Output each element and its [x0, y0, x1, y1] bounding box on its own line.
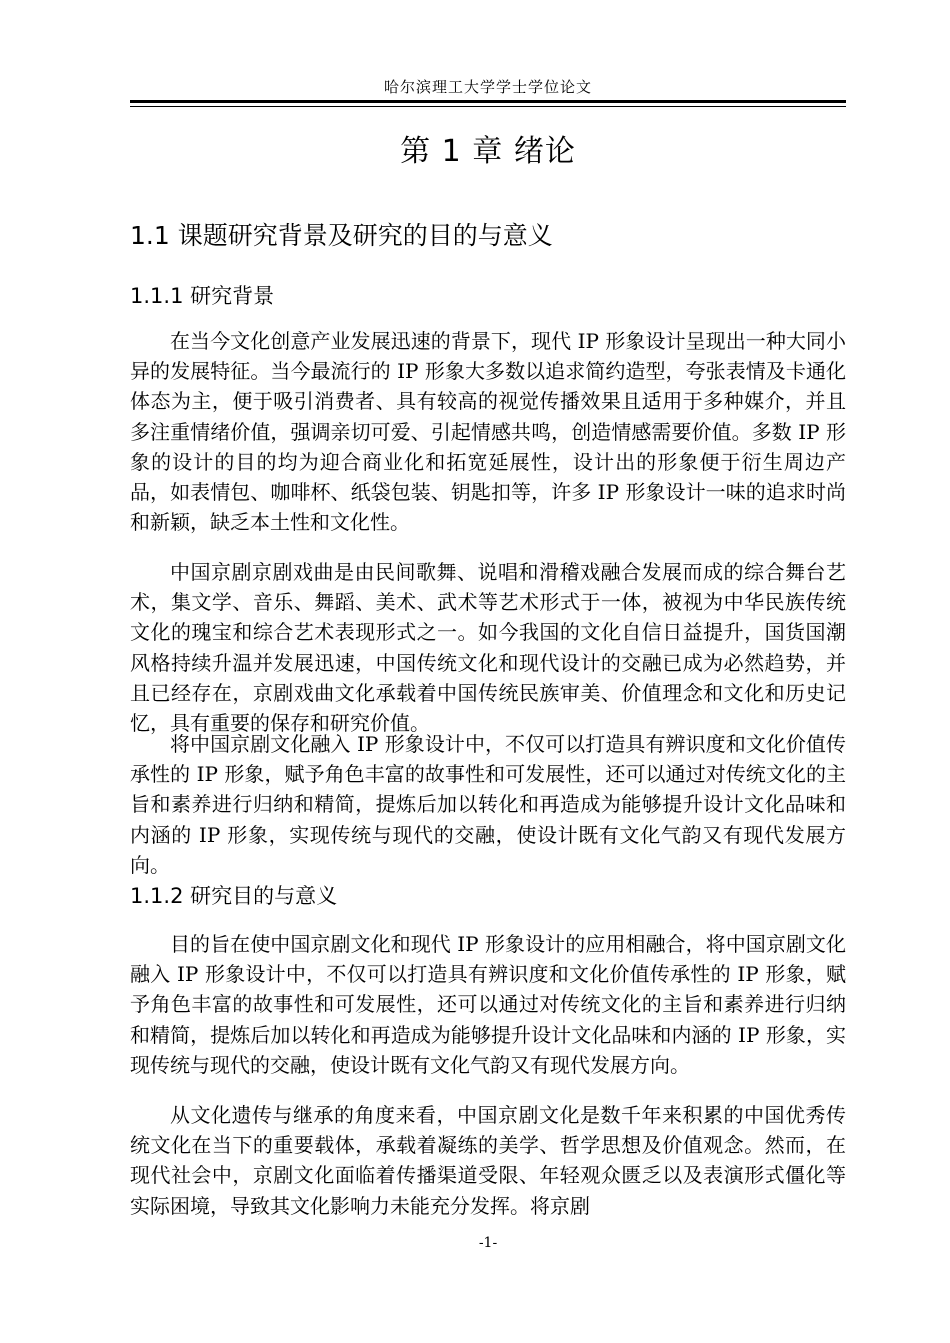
- running-header: 哈尔滨理工大学学士学位论文: [383, 78, 592, 96]
- chapter-title: 第 1 章 绪论: [400, 134, 576, 169]
- section-heading-1-1: 1.1 课题研究背景及研究的目的与意义: [130, 221, 553, 250]
- section-heading-1-1-2: 1.1.2 研究目的与意义: [130, 884, 338, 908]
- paragraph-background-2: 中国京剧京剧戏曲是由民间歌舞、说唱和滑稽戏融合发展而成的综合舞台艺术，集文学、音乐、舞蹈、美术、武术等艺术形式于一体，被视为中华民族传统文化的瑰宝和综合艺术表现形式之一。如今我国的文化自信日益提升，国货国潮风格持续升温并发展迅速，中国传统文化和现代设计的交融已成为必然趋势，并且已经存在，京剧戏曲文化承载着中国传统民族审美、价值理念和文化和历史记忆，具有重要的保存和研究价值。: [130, 560, 846, 736]
- paragraph-purpose-1: 目的旨在使中国京剧文化和现代 IP 形象设计的应用相融合，将中国京剧文化融入 IP 形象设计中，不仅可以打造具有辨识度和文化价值传承性的 IP 形象，赋予角色丰富的故事性和可发展性，还可以通过对传统文化的主旨和素养进行归纳和精简，提炼后加以转化和再造成为能够提升设计文化品味和内涵的 IP 形象，实现传统与现代的交融，使设计既有文化气韵又有现代发展方向。: [130, 932, 846, 1077]
- page-number: -1-: [478, 1235, 498, 1251]
- header-rule-thick: [130, 100, 846, 103]
- header-rule-thin: [130, 106, 846, 107]
- section-heading-1-1-1: 1.1.1 研究背景: [130, 284, 275, 308]
- paragraph-background-1: 在当今文化创意产业发展迅速的背景下，现代 IP 形象设计呈现出一种大同小异的发展特征。当今最流行的 IP 形象大多数以追求简约造型，夸张表情及卡通化体态为主，便于吸引消费者、具有较高的视觉传播效果且适用于多种媒介，并且多注重情绪价值，强调亲切可爱、引起情感共鸣，创造情感需要价值。多数 IP 形象的设计的目的均为迎合商业化和拓宽延展性，设计出的形象便于衍生周边产品，如表情包、咖啡杯、纸袋包装、钥匙扣等，许多 IP 形象设计一味的追求时尚和新颖，缺乏本土性和文化性。: [130, 329, 846, 535]
- paragraph-purpose-2: 从文化遗传与继承的角度来看，中国京剧文化是数千年来积累的中国优秀传统文化在当下的重要载体，承载着凝练的美学、哲学思想及价值观念。然而，在现代社会中，京剧文化面临着传播渠道受限、年轻观众匮乏以及表演形式僵化等实际困境，导致其文化影响力未能充分发挥。将京剧: [130, 1103, 846, 1218]
- paragraph-background-3: 将中国京剧文化融入 IP 形象设计中，不仅可以打造具有辨识度和文化价值传承性的 IP 形象，赋予角色丰富的故事性和可发展性，还可以通过对传统文化的主旨和素养进行归纳和精简，提炼后加以转化和再造成为能够提升设计文化品味和内涵的 IP 形象，实现传统与现代的交融，使设计既有文化气韵又有现代发展方向。: [130, 732, 846, 877]
